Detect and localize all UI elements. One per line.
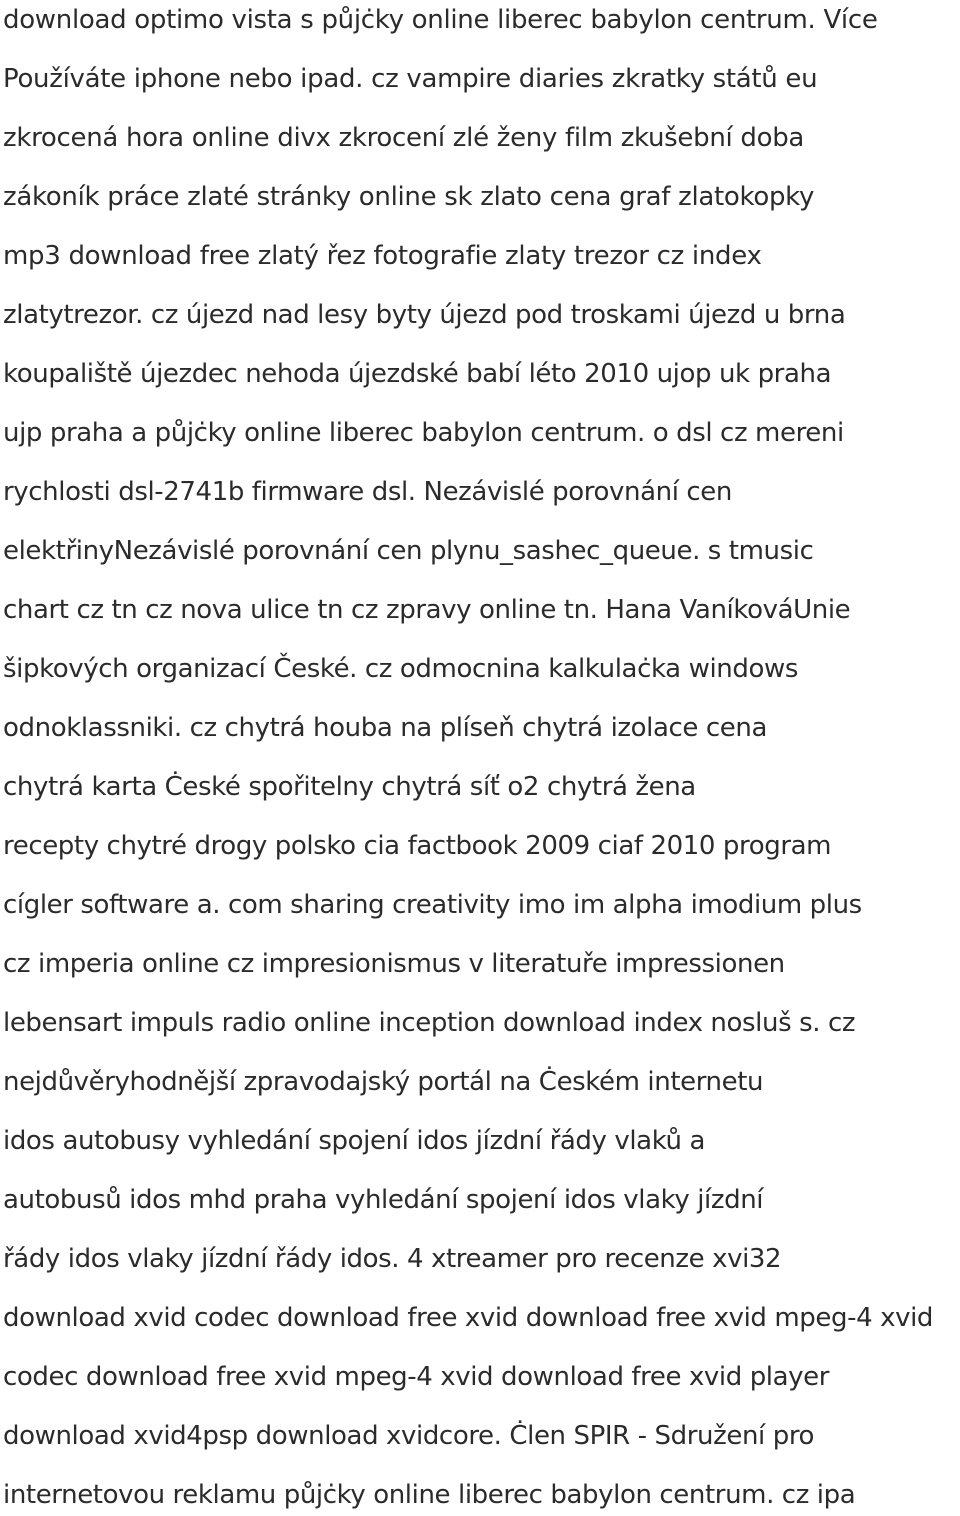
text-line-13: odnoklassniki. cz chytrá houba na plíseň chytrá izolace cena: [3, 713, 767, 743]
text-line-19: nejdůvěryhodnější zpravodajský portál na Ċeském internetu: [3, 1067, 764, 1097]
text-line-8: ujp praha a půjċky online liberec babylon centrum. o dsl cz mereni: [3, 418, 844, 448]
text-line-18: lebensart impuls radio online inception download index nosluš s. cz: [3, 1008, 856, 1038]
text-line-24: codec download free xvid mpeg-4 xvid download free xvid player: [3, 1362, 830, 1392]
text-line-5: mp3 download free zlatý řez fotografie zlaty trezor cz index: [3, 241, 762, 271]
text-line-12: šipkových organizací České. cz odmocnina kalkulaċka windows: [3, 654, 798, 684]
text-line-23: download xvid codec download free xvid download free xvid mpeg-4 xvid: [3, 1303, 933, 1333]
text-line-22: řády idos vlaky jízdní řády idos. 4 xtreamer pro recenze xvi32: [3, 1244, 782, 1274]
text-line-25: download xvid4psp download xvidcore. Ċlen SPIR - Sdružení pro: [3, 1421, 815, 1451]
text-line-1: download optimo vista s půjċky online liberec babylon centrum. Více: [3, 5, 878, 35]
text-line-9: rychlosti dsl-2741b firmware dsl. Nezávislé porovnání cen: [3, 477, 732, 507]
text-line-16: cígler software a. com sharing creativity imo im alpha imodium plus: [3, 890, 862, 920]
text-line-3: zkrocená hora online divx zkrocení zlé ženy film zkušební doba: [3, 123, 805, 153]
text-line-26: internetovou reklamu půjċky online liberec babylon centrum. cz ipa: [3, 1480, 856, 1510]
text-line-4: zákoník práce zlaté stránky online sk zlato cena graf zlatokopky: [3, 182, 815, 212]
text-line-6: zlatytrezor. cz újezd nad lesy byty újezd pod troskami újezd u brna: [3, 300, 846, 330]
text-line-15: recepty chytré drogy polsko cia factbook 2009 ciaf 2010 program: [3, 831, 832, 861]
text-line-2: Používáte iphone nebo ipad. cz vampire diaries zkratky států eu: [3, 64, 818, 94]
text-line-20: idos autobusy vyhledání spojení idos jízdní řády vlaků a: [3, 1126, 706, 1156]
text-line-21: autobusů idos mhd praha vyhledání spojení idos vlaky jízdní: [3, 1185, 764, 1215]
text-line-7: koupaliště újezdec nehoda újezdské babí léto 2010 ujop uk praha: [3, 359, 832, 389]
text-line-14: chytrá karta Ċeské spořitelny chytrá síť o2 chytrá žena: [3, 772, 696, 802]
text-line-17: cz imperia online cz impresionismus v literatuře impressionen: [3, 949, 785, 979]
text-line-11: chart cz tn cz nova ulice tn cz zpravy online tn. Hana VaníkováUnie: [3, 595, 851, 625]
text-line-10: elektřinyNezávislé porovnání cen plynu_sashec_queue. s tmusic: [3, 536, 814, 566]
